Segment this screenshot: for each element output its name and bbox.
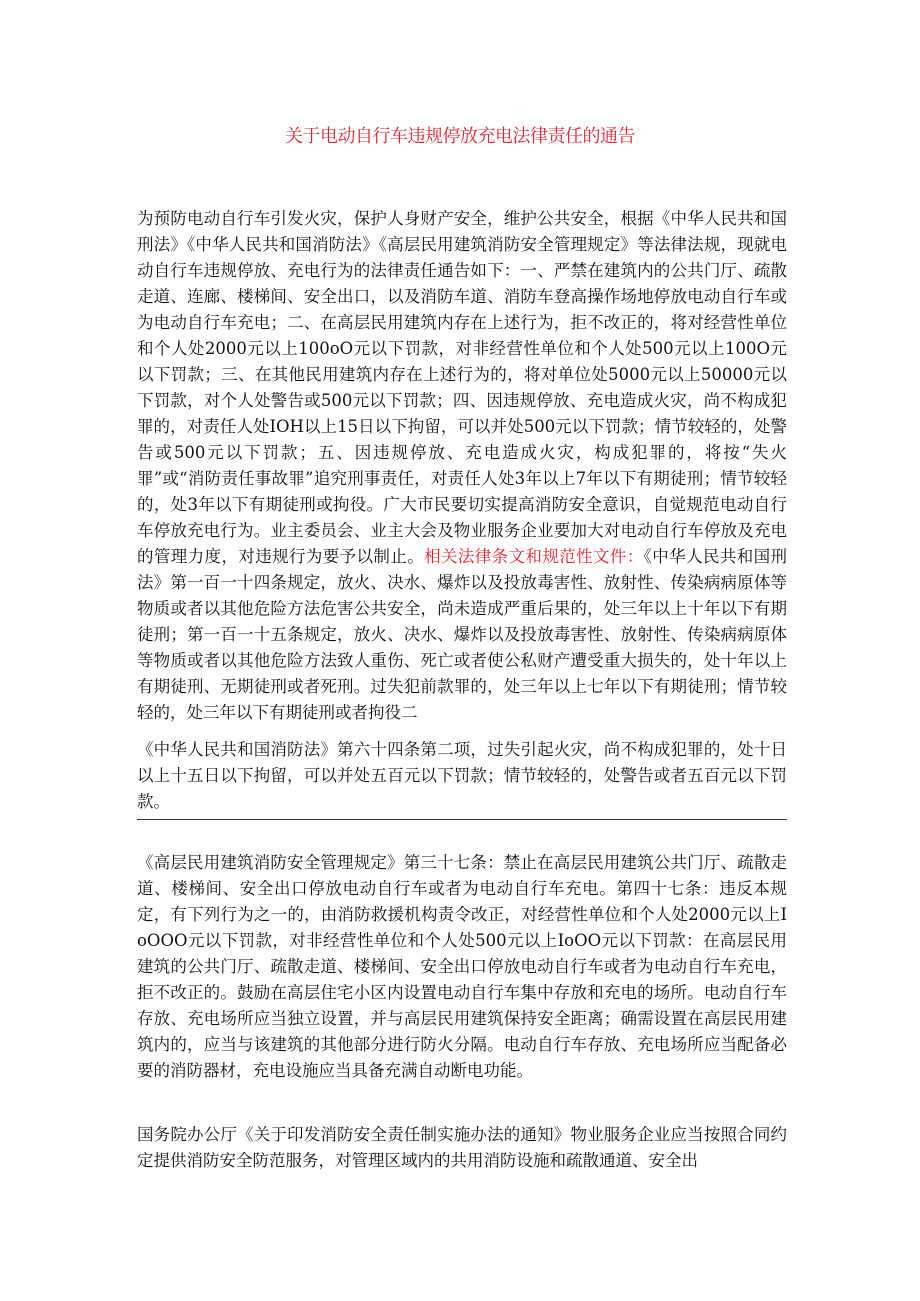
paragraph-state-council-notice: 国务院办公厅《关于印发消防安全责任制实施办法的通知》物业服务企业应当按照合同约定提供消防安全防范服务，对管理区域内的共用消防设施和疏散通道、安全出 [137,1125,787,1170]
related-laws-link[interactable]: 相关法律条文和规范性文件： [424,547,644,566]
paragraph-fire-law: 《中华人民共和国消防法》第六十四条第二项，过失引起火灾，尚不构成犯罪的，处十日以上十五日以下拘留，可以并处五百元以下罚款；情节较轻的，处警告或者五百元以下罚款。 [137,737,787,820]
paragraph-highrise-regulation: 《高层民用建筑消防安全管理规定》第三十七条：禁止在高层民用建筑公共门厅、疏散走道、楼梯间、安全出口停放电动自行车或者为电动自行车充电。第四十七条：违反本规定，有下列行为之一的，由消防救援机构责令改正，对经营性单位和个人处2000元以上IoOOO元以下罚款，对非经营性单位和个人处500元以上IoOO元以下罚款：在高层民用建筑的公共门厅、疏散走道、楼梯间、安全出口停放电动自行车或者为电动自行车充电，拒不改正的。鼓励在高层住宅小区内设置电动自行车集中存放和充电的场所。电动自行车存放、充电场所应当独立设置，并与高层民用建筑保持安全距离；确需设置在高层民用建筑内的，应当与该建筑的其他部分进行防火分隔。电动自行车存放、充电场所应当配备必要的消防器材，充电设施应当具备充满自动断电功能。 [137,853,787,1080]
criminal-law-text: 《中华人民共和国刑法》第一百一十四条规定，放火、决水、爆炸以及投放毒害性、放射性、传染病病原体等物质或者以其他危险方法危害公共安全，尚未造成严重后果的，处三年以上十年以下有期徒刑；第一百一十五条规定，放火、决水、爆炸以及投放毒害性、放射性、传染病病原体等物质或者以其他危险方法致人重伤、死亡或者使公私财产遭受重大损失的，处十年以上有期徒刑、无期徒刑或者死刑。过失犯前款罪的，处三年以上七年以下有期徒刑；情节较轻的，处三年以下有期徒刑或者拘役二 [137,547,788,722]
document-title: 关于电动自行车违规停放充电法律责任的通告 [285,126,635,147]
paragraph-notice [137,206,787,726]
notice-text: 为预防电动自行车引发火灾，保护人身财产安全，维护公共安全，根据《中华人民共和国刑法》《中华人民共和国消防法》《高层民用建筑消防安全管理规定》等法律法规，现就电动自行车违规停放、充电行为的法律责任通告如下：一、严禁在建筑内的公共门厅、疏散走道、连廊、楼梯间、安全出口，以及消防车道、消防车登高操作场地停放电动自行车或为电动自行车充电；二、在高层民用建筑内存在上述行为，拒不改正的，将对经营性单位和个人处2000元以上100oO元以下罚款，对非经营性单位和个人处500元以上100O元以下罚款；三、在其他民用建筑内存在上述行为的，将对单位处5000元以上50000元以下罚款，对个人处警告或500元以下罚款；四、因违规停放、充电造成火灾，尚不构成犯罪的，对责任人处IOH以上15日以下拘留，可以并处500元以下罚款；情节较轻的，处警告或500元以下罚款；五、因违规停放、充电造成火灾，构成犯罪的，将按“失火罪”或“消防责任事故罪”追究刑事责任，对责任人处3年以上7年以下有期徒刑；情节较轻的，处3年以下有期徒刑或拘役。广大市民要切实提高消防安全意识，自觉规范电动自行车停放充电行为。业主委员会、业主大会及物业服务企业要加大对电动自行车停放及充电的管理力度，对违规行为要予以制止。 [137,209,787,566]
